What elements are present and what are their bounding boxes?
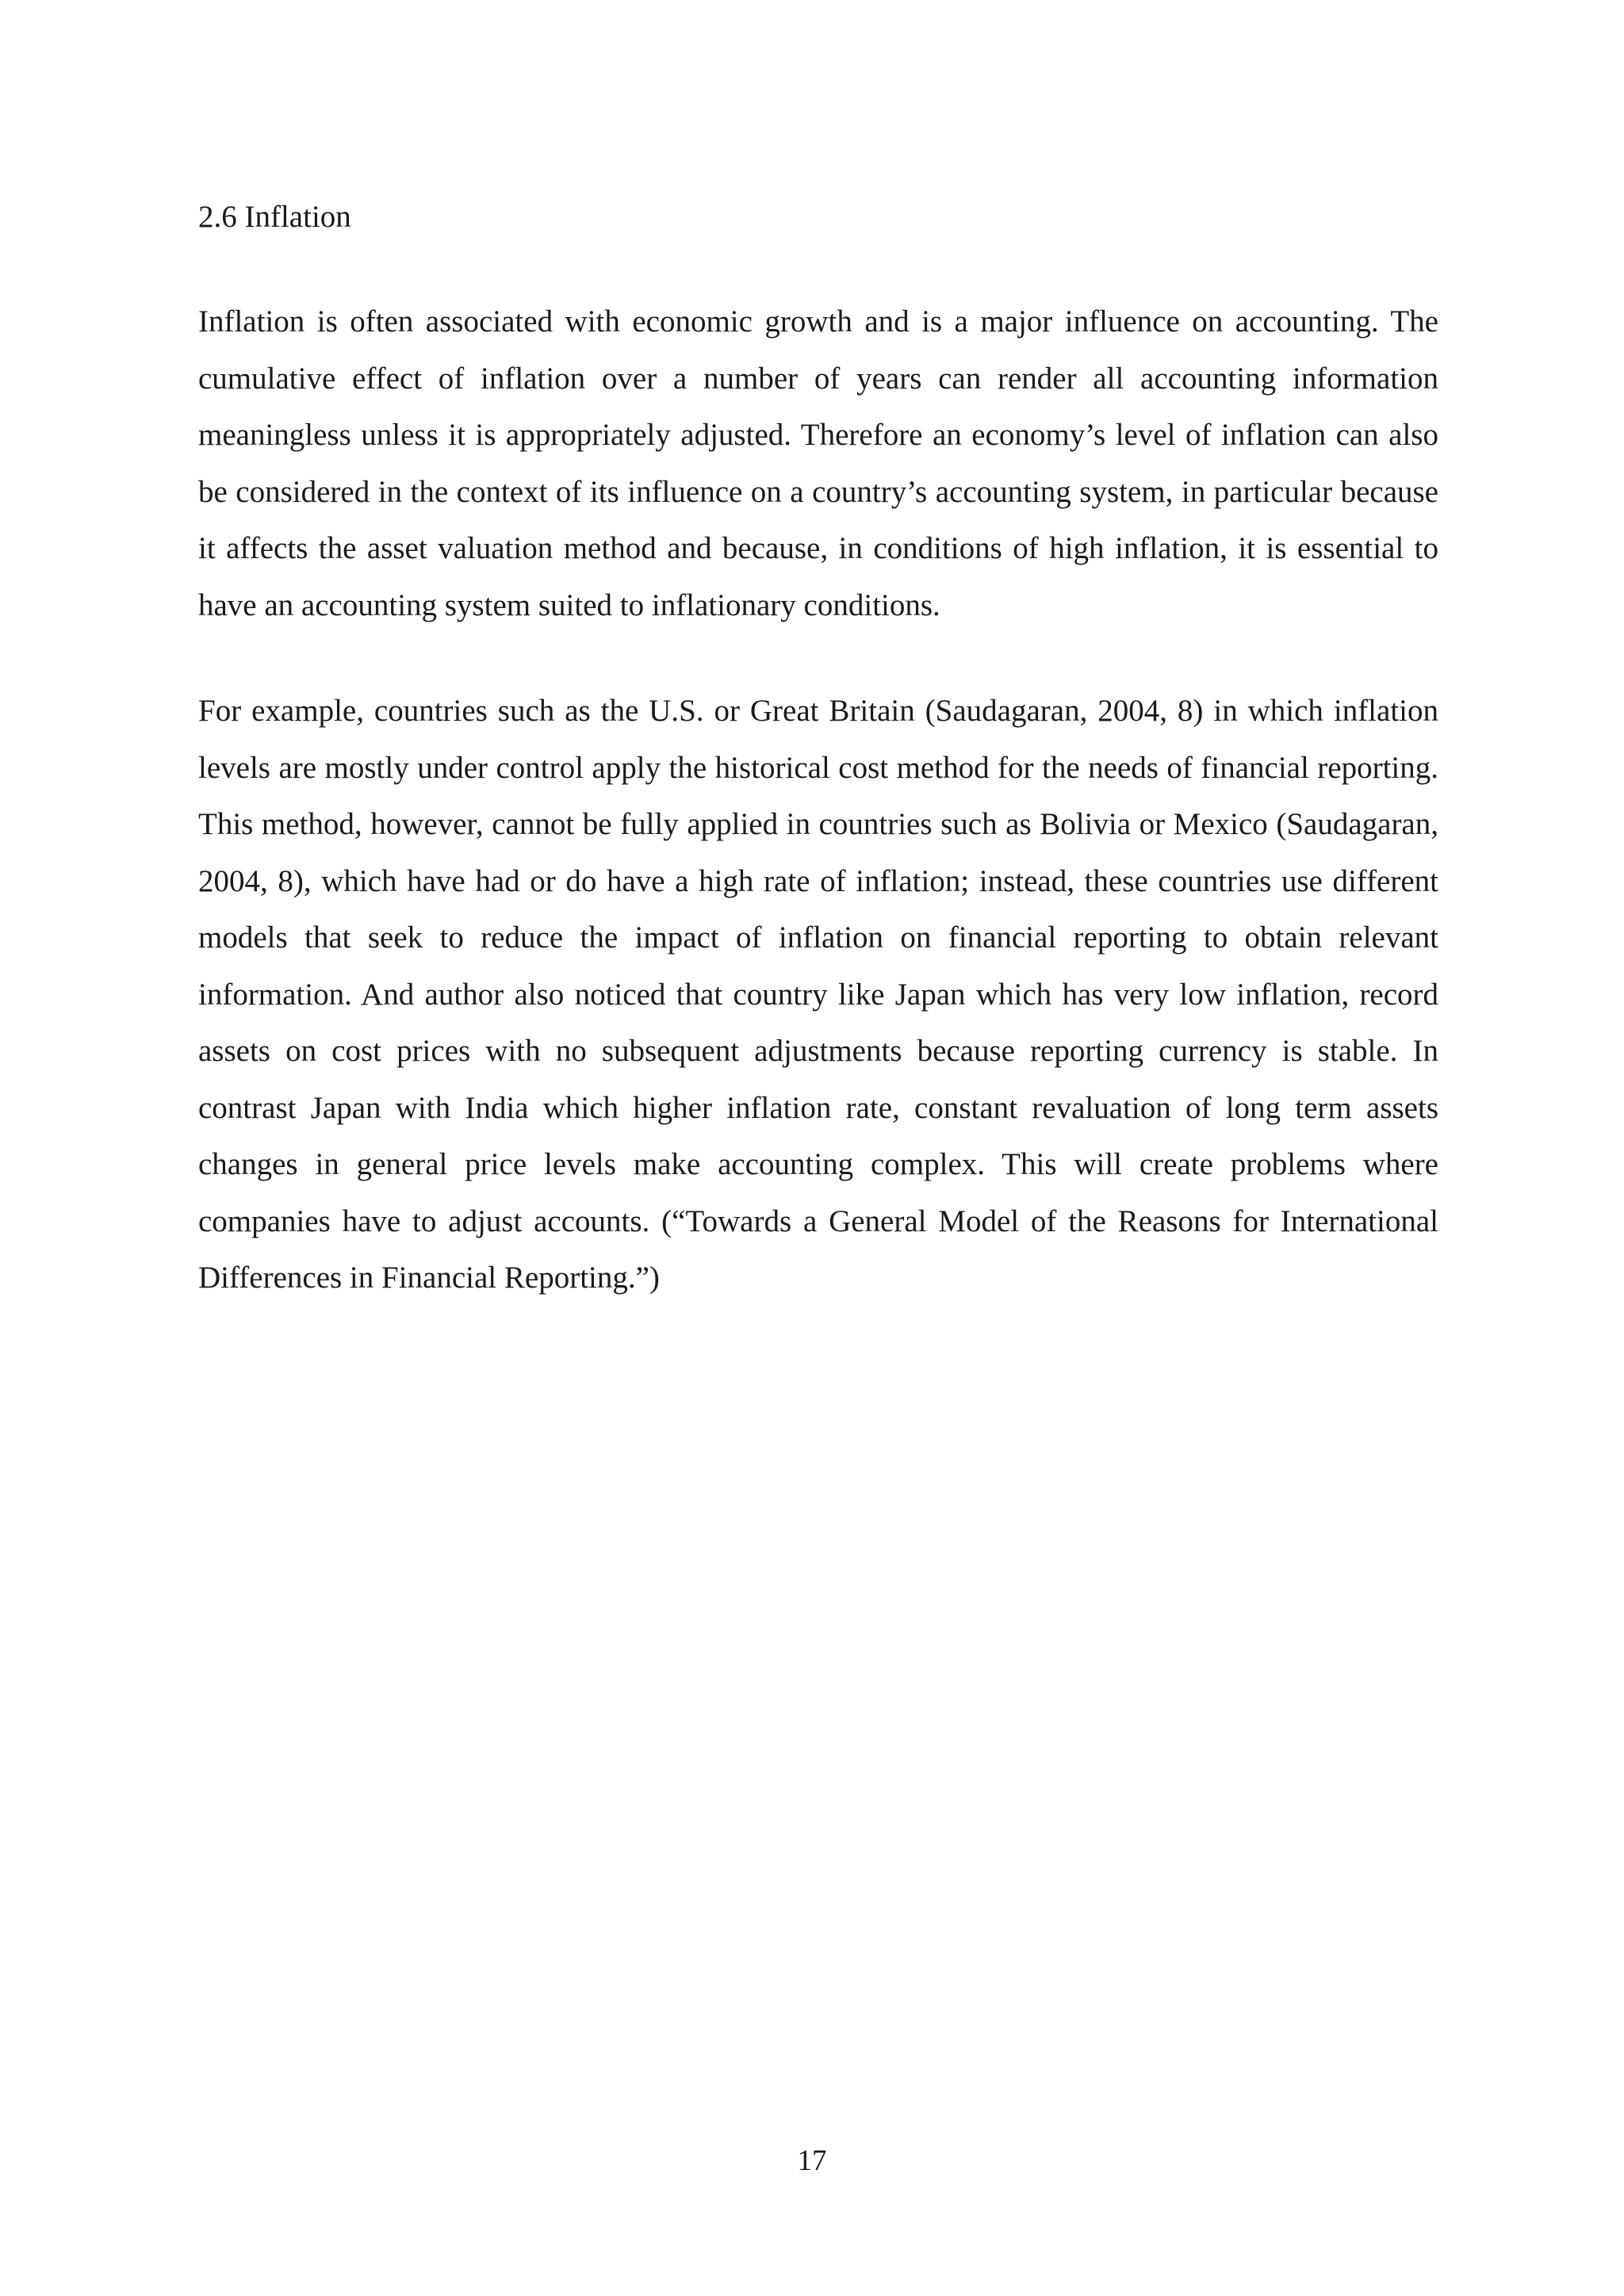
- page-number: 17: [797, 2145, 827, 2177]
- page-content: [198, 189, 1438, 1356]
- section-heading: 2.6 Inflation: [198, 200, 351, 234]
- paragraph-inflation-overview: Inflation is often associated with economic growth and is a major influence on accounting. The cumulative effect of inflation over a number of years can render all accounting information meaningless unless it is appropriately adjusted. Therefore an economy’s level of inflation can also be considered in the context of its influence on a country’s accounting system, in particular because it affects the asset valuation method and because, in conditions of high inflation, it is essential to have an accounting system suited to inflationary conditions.: [198, 304, 1438, 622]
- paragraph-inflation-examples: For example, countries such as the U.S. or Great Britain (Saudagaran, 2004, 8) in which inflation levels are mostly under control apply the historical cost method for the needs of financial reporting. This method, however, cannot be fully applied in countries such as Bolivia or Mexico (Saudagaran, 2004, 8), which have had or do have a high rate of inflation; instead, these countries use different models that seek to reduce the impact of inflation on financial reporting to obtain relevant information. And author also noticed that country like Japan which has very low inflation, record assets on cost prices with no subsequent adjustments because reporting currency is stable. In contrast Japan with India which higher inflation rate, constant revaluation of long term assets changes in general price levels make accounting complex. This will create problems where companies have to adjust accounts. (“Towards a General Model of the Reasons for International Differences in Financial Reporting.”): [198, 694, 1438, 1295]
